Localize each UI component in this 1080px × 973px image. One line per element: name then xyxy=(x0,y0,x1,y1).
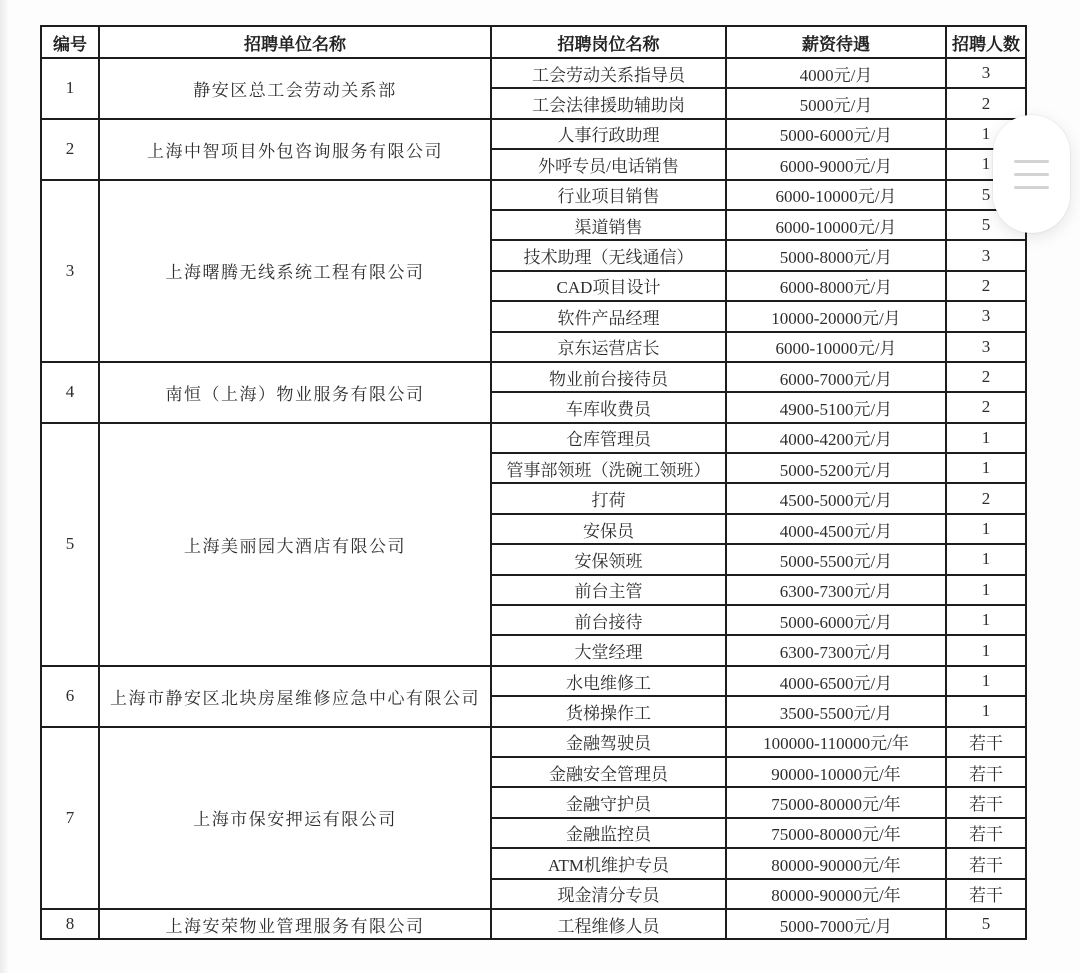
company-name-cell: 上海市静安区北块房屋维修应急中心有限公司 xyxy=(99,666,491,727)
headcount-cell: 2 xyxy=(946,362,1026,392)
company-name-cell: 上海市保安押运有限公司 xyxy=(99,727,491,909)
position-title-cell: 渠道销售 xyxy=(491,210,726,240)
salary-cell: 100000-110000元/年 xyxy=(726,727,946,757)
headcount-cell: 3 xyxy=(946,240,1026,270)
position-title-cell: 前台接待 xyxy=(491,605,726,635)
salary-cell: 10000-20000元/月 xyxy=(726,301,946,331)
position-title-cell: 技术助理（无线通信） xyxy=(491,240,726,270)
salary-cell: 4000-4200元/月 xyxy=(726,423,946,453)
page-edge-shadow xyxy=(0,0,9,973)
headcount-cell: 2 xyxy=(946,483,1026,513)
col-header-position: 招聘岗位名称 xyxy=(491,26,726,58)
salary-cell: 5000-6000元/月 xyxy=(726,119,946,149)
row-number-cell: 1 xyxy=(41,58,99,119)
position-title-cell: 金融守护员 xyxy=(491,787,726,817)
headcount-cell: 1 xyxy=(946,544,1026,574)
position-title-cell: ATM机维护专员 xyxy=(491,848,726,878)
headcount-cell: 若干 xyxy=(946,848,1026,878)
headcount-cell: 1 xyxy=(946,605,1026,635)
salary-cell: 5000-7000元/月 xyxy=(726,909,946,939)
headcount-cell: 3 xyxy=(946,301,1026,331)
headcount-cell: 3 xyxy=(946,332,1026,362)
company-name-cell: 上海曙腾无线系统工程有限公司 xyxy=(99,180,491,362)
salary-cell: 90000-10000元/年 xyxy=(726,757,946,787)
salary-cell: 5000-6000元/月 xyxy=(726,605,946,635)
salary-cell: 5000-5200元/月 xyxy=(726,453,946,483)
headcount-cell: 若干 xyxy=(946,818,1026,848)
col-header-salary: 薪资待遇 xyxy=(726,26,946,58)
row-number-cell: 7 xyxy=(41,727,99,909)
salary-cell: 6000-10000元/月 xyxy=(726,180,946,210)
headcount-cell: 1 xyxy=(946,149,1026,179)
row-number-cell: 2 xyxy=(41,119,99,180)
headcount-cell: 1 xyxy=(946,635,1026,665)
headcount-cell: 5 xyxy=(946,210,1026,240)
row-number-cell: 3 xyxy=(41,180,99,362)
position-title-cell: 管事部领班（洗碗工领班） xyxy=(491,453,726,483)
table-row xyxy=(41,119,1026,149)
salary-cell: 3500-5500元/月 xyxy=(726,696,946,726)
position-title-cell: 大堂经理 xyxy=(491,635,726,665)
table-row xyxy=(41,423,1026,453)
row-number-cell: 8 xyxy=(41,909,99,939)
company-name-cell: 上海安荣物业管理服务有限公司 xyxy=(99,909,491,939)
position-title-cell: 安保领班 xyxy=(491,544,726,574)
row-number-cell: 4 xyxy=(41,362,99,423)
table-header-row xyxy=(41,26,1026,58)
headcount-cell: 1 xyxy=(946,423,1026,453)
position-title-cell: 金融安全管理员 xyxy=(491,757,726,787)
position-title-cell: 金融驾驶员 xyxy=(491,727,726,757)
position-title-cell: 京东运营店长 xyxy=(491,332,726,362)
position-title-cell: 人事行政助理 xyxy=(491,119,726,149)
salary-cell: 6000-10000元/月 xyxy=(726,332,946,362)
headcount-cell: 1 xyxy=(946,514,1026,544)
table-row xyxy=(41,727,1026,757)
table-row xyxy=(41,58,1026,88)
position-title-cell: 前台主管 xyxy=(491,575,726,605)
position-title-cell: 金融监控员 xyxy=(491,818,726,848)
headcount-cell: 5 xyxy=(946,180,1026,210)
position-title-cell: 外呼专员/电话销售 xyxy=(491,149,726,179)
headcount-cell: 3 xyxy=(946,58,1026,88)
headcount-cell: 若干 xyxy=(946,757,1026,787)
salary-cell: 4000元/月 xyxy=(726,58,946,88)
position-title-cell: 物业前台接待员 xyxy=(491,362,726,392)
company-name-cell: 上海美丽园大酒店有限公司 xyxy=(99,423,491,666)
headcount-cell: 2 xyxy=(946,392,1026,422)
col-header-headcount: 招聘人数 xyxy=(946,26,1026,58)
col-header-company: 招聘单位名称 xyxy=(99,26,491,58)
headcount-cell: 1 xyxy=(946,453,1026,483)
position-title-cell: 安保员 xyxy=(491,514,726,544)
headcount-cell: 1 xyxy=(946,575,1026,605)
company-name-cell: 静安区总工会劳动关系部 xyxy=(99,58,491,119)
position-title-cell: 现金清分专员 xyxy=(491,879,726,909)
floating-menu-button[interactable] xyxy=(993,115,1070,233)
position-title-cell: 工会法律援助辅助岗 xyxy=(491,88,726,118)
salary-cell: 6000-9000元/月 xyxy=(726,149,946,179)
salary-cell: 6300-7300元/月 xyxy=(726,635,946,665)
salary-cell: 6000-8000元/月 xyxy=(726,271,946,301)
company-name-cell: 上海中智项目外包咨询服务有限公司 xyxy=(99,119,491,180)
headcount-cell: 2 xyxy=(946,88,1026,118)
headcount-cell: 5 xyxy=(946,909,1026,939)
salary-cell: 5000-5500元/月 xyxy=(726,544,946,574)
table-row xyxy=(41,180,1026,210)
row-number-cell: 6 xyxy=(41,666,99,727)
headcount-cell: 1 xyxy=(946,119,1026,149)
salary-cell: 4000-6500元/月 xyxy=(726,666,946,696)
recruitment-table xyxy=(40,25,1027,940)
salary-cell: 4900-5100元/月 xyxy=(726,392,946,422)
row-number-cell: 5 xyxy=(41,423,99,666)
position-title-cell: 水电维修工 xyxy=(491,666,726,696)
headcount-cell: 若干 xyxy=(946,879,1026,909)
headcount-cell: 1 xyxy=(946,666,1026,696)
salary-cell: 4000-4500元/月 xyxy=(726,514,946,544)
salary-cell: 5000元/月 xyxy=(726,88,946,118)
salary-cell: 80000-90000元/年 xyxy=(726,848,946,878)
position-title-cell: 货梯操作工 xyxy=(491,696,726,726)
table-row xyxy=(41,666,1026,696)
salary-cell: 75000-80000元/年 xyxy=(726,818,946,848)
salary-cell: 75000-80000元/年 xyxy=(726,787,946,817)
salary-cell: 80000-90000元/年 xyxy=(726,879,946,909)
salary-cell: 6300-7300元/月 xyxy=(726,575,946,605)
table-row xyxy=(41,909,1026,939)
position-title-cell: 行业项目销售 xyxy=(491,180,726,210)
position-title-cell: 打荷 xyxy=(491,483,726,513)
position-title-cell: 工程维修人员 xyxy=(491,909,726,939)
headcount-cell: 1 xyxy=(946,696,1026,726)
salary-cell: 6000-7000元/月 xyxy=(726,362,946,392)
salary-cell: 4500-5000元/月 xyxy=(726,483,946,513)
position-title-cell: 仓库管理员 xyxy=(491,423,726,453)
position-title-cell: 软件产品经理 xyxy=(491,301,726,331)
salary-cell: 6000-10000元/月 xyxy=(726,210,946,240)
salary-cell: 5000-8000元/月 xyxy=(726,240,946,270)
position-title-cell: CAD项目设计 xyxy=(491,271,726,301)
headcount-cell: 若干 xyxy=(946,727,1026,757)
col-header-number: 编号 xyxy=(41,26,99,58)
position-title-cell: 车库收费员 xyxy=(491,392,726,422)
hamburger-menu-icon xyxy=(1014,160,1049,189)
company-name-cell: 南恒（上海）物业服务有限公司 xyxy=(99,362,491,423)
headcount-cell: 2 xyxy=(946,271,1026,301)
table-row xyxy=(41,362,1026,392)
position-title-cell: 工会劳动关系指导员 xyxy=(491,58,726,88)
headcount-cell: 若干 xyxy=(946,787,1026,817)
